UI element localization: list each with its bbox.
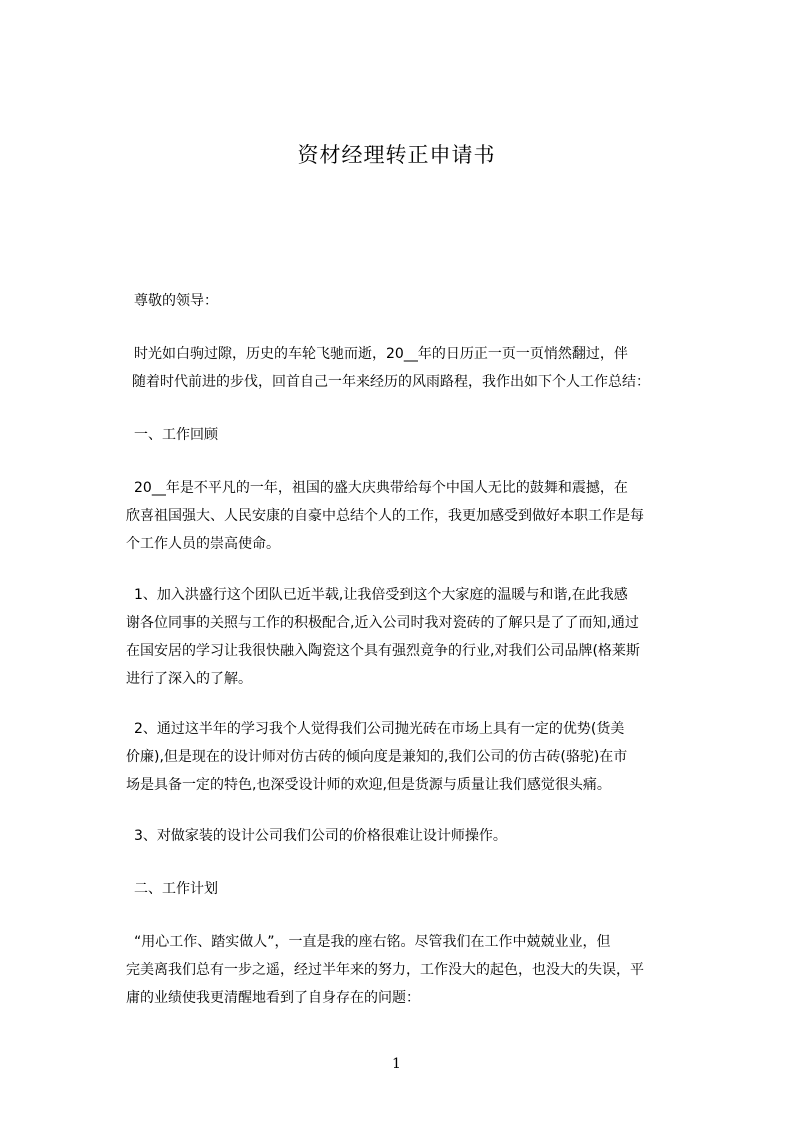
- opening-paragraph: [134, 340, 710, 396]
- paragraph-line: 完美离我们总有一步之遥，经过半年来的努力，工作没大的起色，也没大的失误，平: [126, 962, 644, 978]
- paragraph-line: 场是具备一定的特色,也深受设计师的欢迎,但是货源与质量让我们感觉很头痛。: [126, 777, 611, 793]
- paragraph-line: 价廉),但是现在的设计师对仿古砖的倾向度是兼知的,我们公司的仿古砖(骆驼)在市: [126, 749, 628, 765]
- paragraph-line: 随着时代前进的步伐，回首自己一年来经历的风雨路程，我作出如下个人工作总结：: [132, 374, 650, 390]
- paragraph-line: 20__年是不平凡的一年，祖国的盛大庆典带给每个中国人无比的鼓舞和震撼，在: [134, 480, 628, 496]
- paragraph-line: 庸的业绩使我更清醒地看到了自身存在的问题：: [126, 990, 420, 1006]
- paragraph-line: 时光如白驹过隙，历史的车轮飞驰而逝，20__年的日历正一页一页悄然翻过，伴: [134, 346, 628, 362]
- work-review-item-2: [126, 715, 710, 799]
- paragraph-line: 谢各位同事的关照与工作的积极配合,近入公司时我对瓷砖的了解只是了了而知,通过: [126, 615, 639, 631]
- work-review-item-1: [126, 581, 710, 693]
- paragraph-line: 在国安居的学习让我很快融入陶瓷这个具有强烈竟争的行业,对我们公司品牌(格莱斯: [126, 643, 640, 659]
- document-title: 资材经理转正申请书: [297, 143, 496, 167]
- paragraph-line: 进行了深入的了解。: [126, 671, 252, 687]
- work-plan-intro: [126, 928, 710, 1012]
- section-heading-work-review: 一、工作回顾: [134, 427, 218, 443]
- paragraph-line: 个工作人员的崇高使命。: [126, 536, 280, 552]
- work-review-item-3: 3、对做家装的设计公司我们公司的价格很难让设计师操作。: [134, 828, 507, 844]
- salutation: 尊敬的领导：: [134, 293, 218, 309]
- work-review-intro: [126, 474, 710, 558]
- section-heading-work-plan: 二、工作计划: [134, 881, 218, 897]
- paragraph-line: 1、加入洪盛行这个团队已近半载,让我倍受到这个大家庭的温暖与和谐,在此我感: [134, 587, 628, 603]
- paragraph-line: 2、通过这半年的学习我个人觉得我们公司抛光砖在市场上具有一定的优势(货美: [134, 721, 625, 737]
- paragraph-line: 欣喜祖国强大、人民安康的自豪中总结个人的工作，我更加感受到做好本职工作是每: [126, 508, 644, 524]
- paragraph-line: “用心工作、踏实做人”，一直是我的座右铭。尽管我们在工作中兢兢业业，但: [134, 934, 611, 950]
- page-number: 1: [392, 1056, 401, 1072]
